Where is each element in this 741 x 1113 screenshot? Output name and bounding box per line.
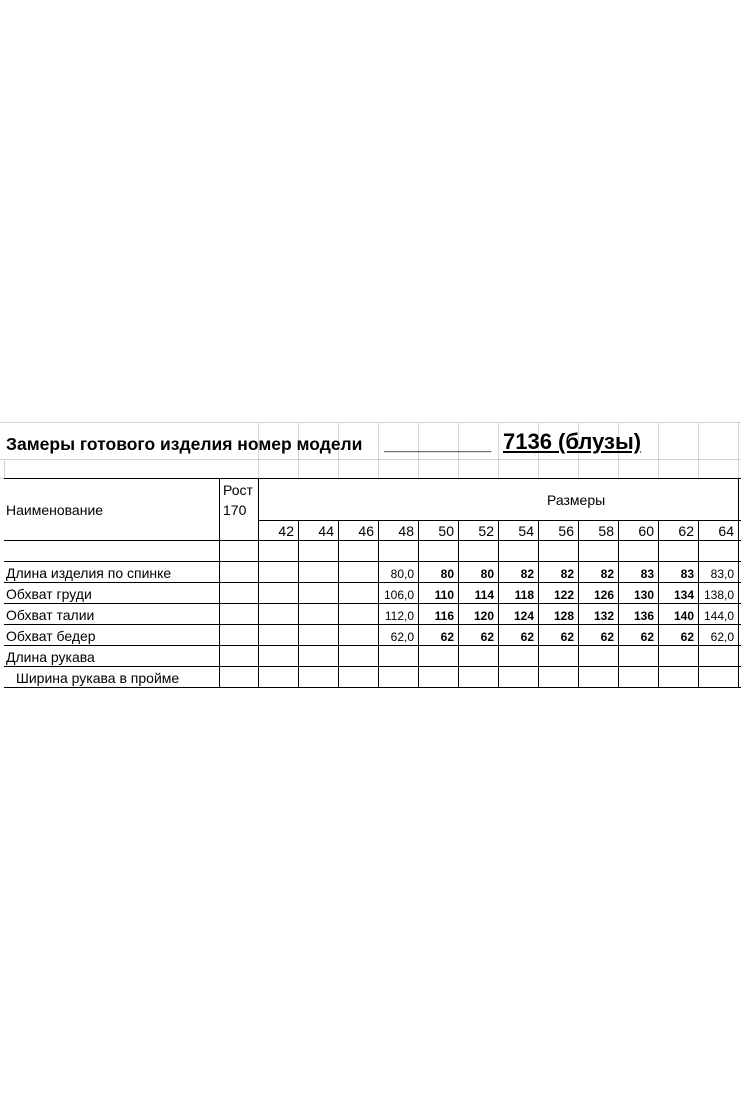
grid-line — [738, 478, 739, 688]
measurement-cell: 132 — [593, 609, 614, 623]
size-header-cell: 64 — [718, 523, 734, 539]
grid-line — [0, 459, 741, 460]
measurement-cell: 80,0 — [390, 567, 414, 581]
measurement-cell: 114 — [474, 588, 494, 602]
grid-line — [658, 422, 659, 459]
measurement-cell: 62,0 — [390, 630, 414, 644]
measurement-cell: 110 — [434, 588, 454, 602]
size-header-cell: 50 — [438, 523, 454, 539]
grid-line — [658, 459, 659, 478]
title-blank-line: ___________ — [384, 434, 492, 454]
measurement-cell: 122 — [553, 588, 574, 602]
grid-line — [298, 459, 299, 478]
height-value: 170 — [223, 502, 247, 518]
measurement-cell: 138,0 — [703, 588, 734, 602]
measurement-cell: 116 — [434, 609, 454, 623]
grid-line — [4, 540, 741, 541]
grid-line — [258, 478, 259, 688]
measurement-cell: 83,0 — [710, 567, 734, 581]
grid-line — [4, 666, 741, 667]
measurement-cell: 62 — [520, 630, 534, 644]
measurement-cell: 83 — [680, 567, 694, 581]
measurement-cell: 106,0 — [383, 588, 414, 602]
sizes-header: Размеры — [547, 492, 606, 508]
measurement-cell: 62 — [680, 630, 694, 644]
row-label: Ширина рукава в пройме — [16, 670, 180, 686]
measurement-cell: 130 — [633, 588, 654, 602]
measurement-cell: 144,0 — [703, 609, 734, 623]
row-label: Обхват бедер — [6, 628, 96, 644]
grid-line — [4, 687, 741, 688]
grid-line — [618, 520, 619, 688]
measurement-cell: 62,0 — [710, 630, 734, 644]
measurement-cell: 128 — [553, 609, 574, 623]
grid-line — [0, 422, 741, 423]
measurement-cell: 140 — [673, 609, 694, 623]
grid-line — [538, 459, 539, 478]
grid-line — [378, 520, 379, 688]
size-header-cell: 54 — [518, 523, 534, 539]
grid-line — [418, 520, 419, 688]
row-label: Длина рукава — [6, 649, 95, 665]
grid-line — [4, 561, 741, 562]
grid-line — [258, 520, 741, 521]
grid-line — [378, 422, 379, 459]
grid-line — [4, 645, 741, 646]
grid-line — [538, 520, 539, 688]
row-label: Обхват талии — [6, 607, 95, 623]
grid-line — [578, 459, 579, 478]
grid-line — [219, 478, 220, 688]
measurement-cell: 83 — [640, 567, 654, 581]
grid-line — [618, 459, 619, 478]
measurement-cell: 62 — [480, 630, 494, 644]
size-header-cell: 58 — [598, 523, 614, 539]
grid-line — [698, 422, 699, 459]
measurement-cell: 62 — [560, 630, 574, 644]
measurement-sheet — [0, 422, 741, 690]
grid-line — [338, 520, 339, 688]
grid-line — [658, 520, 659, 688]
model-number: 7136 (блузы) — [503, 429, 642, 454]
grid-line — [738, 459, 739, 478]
measurement-cell: 118 — [514, 588, 534, 602]
row-label: Длина изделия по спинке — [6, 565, 172, 581]
measurement-cell: 80 — [480, 567, 494, 581]
grid-line — [698, 520, 699, 688]
measurement-cell: 82 — [520, 567, 534, 581]
measurement-cell: 126 — [593, 588, 614, 602]
measurement-cell: 112,0 — [384, 609, 414, 623]
measurement-cell: 124 — [513, 609, 534, 623]
grid-line — [498, 520, 499, 688]
grid-line — [698, 459, 699, 478]
measurement-cell: 62 — [640, 630, 654, 644]
size-header-cell: 48 — [398, 523, 414, 539]
grid-line — [418, 459, 419, 478]
row-label: Обхват груди — [6, 586, 92, 602]
height-label: Рост — [223, 482, 253, 498]
measurement-cell: 120 — [473, 609, 494, 623]
size-header-cell: 44 — [318, 523, 334, 539]
size-header-cell: 60 — [638, 523, 654, 539]
size-header-cell: 46 — [358, 523, 374, 539]
grid-line — [458, 520, 459, 688]
grid-line — [4, 603, 741, 604]
size-header-cell: 62 — [678, 523, 694, 539]
measurement-cell: 136 — [633, 609, 654, 623]
grid-line — [258, 459, 259, 478]
measurement-cell: 80 — [440, 567, 454, 581]
grid-line — [298, 520, 299, 688]
grid-line — [4, 624, 741, 625]
size-header-cell: 42 — [278, 523, 294, 539]
grid-line — [4, 582, 741, 583]
grid-line — [338, 459, 339, 478]
grid-line — [578, 520, 579, 688]
grid-line — [738, 422, 739, 459]
size-header-cell: 52 — [478, 523, 494, 539]
grid-line — [4, 459, 5, 478]
measurement-cell: 82 — [560, 567, 574, 581]
grid-line — [378, 459, 379, 478]
measurement-cell: 62 — [440, 630, 454, 644]
grid-line — [458, 459, 459, 478]
grid-line — [498, 422, 499, 459]
size-header-cell: 56 — [558, 523, 574, 539]
measurement-cell: 62 — [600, 630, 614, 644]
measurement-cell: 134 — [673, 588, 694, 602]
name-column-header: Наименование — [6, 502, 104, 518]
measurement-cell: 82 — [600, 567, 614, 581]
grid-line — [498, 459, 499, 478]
sheet-title: Замеры готового изделия номер модели — [6, 434, 363, 454]
grid-line — [4, 478, 741, 479]
